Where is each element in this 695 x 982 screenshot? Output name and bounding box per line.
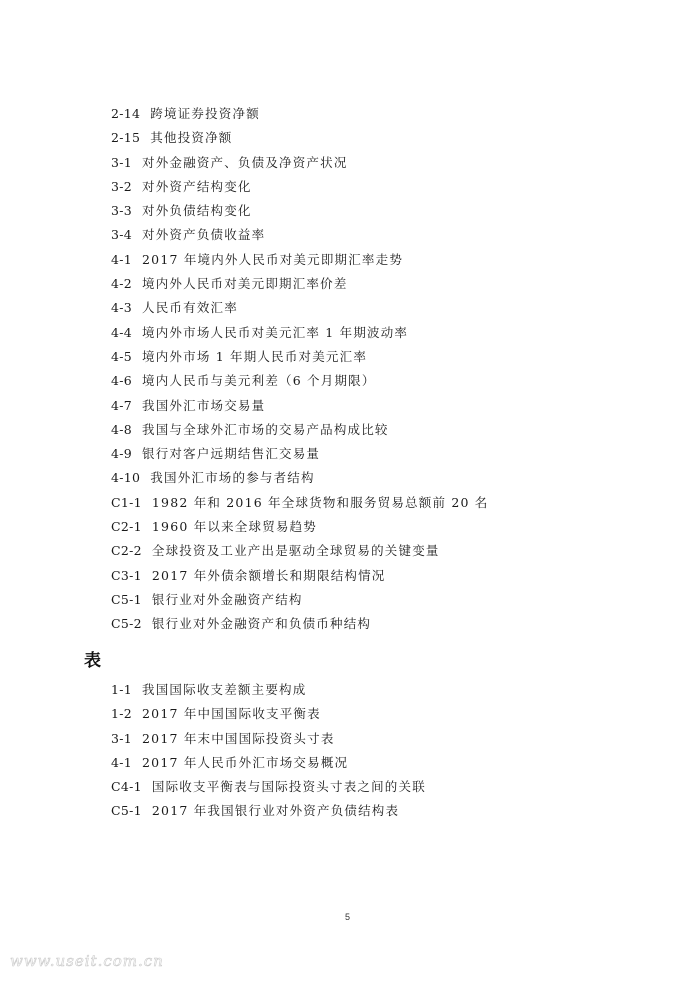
list-item bbox=[111, 539, 489, 563]
list-item bbox=[111, 102, 489, 126]
item-number: C3-1 bbox=[111, 567, 142, 583]
list-item bbox=[111, 175, 489, 199]
item-number: 3-1 bbox=[111, 154, 133, 170]
list-item bbox=[111, 442, 489, 466]
item-title: 2017 年外债余额增长和期限结构情况 bbox=[151, 567, 386, 583]
item-number: 3-2 bbox=[111, 178, 133, 194]
page-number: 5 bbox=[344, 912, 350, 922]
item-number: C1-1 bbox=[111, 494, 142, 510]
item-number: 1-1 bbox=[111, 682, 133, 697]
item-number: C5-1 bbox=[111, 803, 142, 819]
item-number: 4-9 bbox=[111, 446, 133, 462]
item-title: 我国国际收支差额主要构成 bbox=[142, 682, 307, 697]
item-number: 3-4 bbox=[111, 227, 133, 243]
item-title: 对外负债结构变化 bbox=[142, 203, 252, 219]
item-number: C2-2 bbox=[111, 543, 142, 559]
item-number: 4-4 bbox=[111, 324, 133, 340]
item-number: 4-3 bbox=[111, 300, 133, 316]
item-title: 境内外人民币对美元即期汇率价差 bbox=[142, 276, 348, 292]
item-title: 我国外汇市场交易量 bbox=[142, 397, 266, 413]
list-item bbox=[111, 151, 489, 175]
item-number: 4-1 bbox=[111, 251, 133, 267]
list-item bbox=[111, 799, 426, 823]
list-item bbox=[111, 394, 489, 418]
list-item bbox=[111, 515, 489, 539]
item-number: C2-1 bbox=[111, 519, 142, 535]
list-item bbox=[111, 588, 489, 612]
list-item bbox=[111, 126, 489, 150]
item-number: 1-2 bbox=[111, 706, 133, 722]
list-item bbox=[111, 223, 489, 247]
item-number: 3-1 bbox=[111, 730, 133, 746]
tables-section-heading: 表 bbox=[84, 651, 101, 671]
item-title: 2017 年我国银行业对外资产负债结构表 bbox=[151, 803, 400, 819]
table-list bbox=[111, 678, 426, 824]
list-item bbox=[111, 466, 489, 490]
item-title: 对外资产结构变化 bbox=[142, 178, 252, 194]
item-title: 1982 年和 2016 年全球货物和服务贸易总额前 20 名 bbox=[151, 494, 489, 510]
list-item bbox=[111, 321, 489, 345]
list-item bbox=[111, 612, 489, 636]
item-number: 4-5 bbox=[111, 348, 133, 364]
item-title: 对外金融资产、负债及净资产状况 bbox=[142, 154, 348, 170]
item-number: 4-1 bbox=[111, 754, 133, 770]
item-title: 银行业对外金融资产结构 bbox=[151, 591, 303, 607]
list-item bbox=[111, 727, 426, 751]
item-title: 我国外汇市场的参与者结构 bbox=[150, 470, 315, 486]
list-item bbox=[111, 751, 426, 775]
list-item bbox=[111, 272, 489, 296]
item-title: 全球投资及工业产出是驱动全球贸易的关键变量 bbox=[151, 543, 440, 559]
item-title: 我国与全球外汇市场的交易产品构成比较 bbox=[142, 421, 389, 437]
item-number: 2-14 bbox=[111, 106, 141, 121]
item-title: 2017 年末中国国际投资头寸表 bbox=[142, 730, 335, 746]
list-item bbox=[111, 248, 489, 272]
item-title: 跨境证券投资净额 bbox=[150, 106, 260, 121]
item-title: 2017 年人民币外汇市场交易概况 bbox=[142, 754, 349, 770]
item-title: 2017 年境内外人民币对美元即期汇率走势 bbox=[142, 251, 404, 267]
item-title: 对外资产负债收益率 bbox=[142, 227, 266, 243]
item-number: C4-1 bbox=[111, 779, 142, 795]
list-item bbox=[111, 418, 489, 442]
list-item bbox=[111, 775, 426, 799]
item-title: 2017 年中国国际收支平衡表 bbox=[142, 706, 321, 722]
watermark: www.useit.com.cn bbox=[10, 952, 164, 970]
item-number: 3-3 bbox=[111, 203, 133, 219]
item-number: 4-2 bbox=[111, 276, 133, 292]
item-number: C5-2 bbox=[111, 616, 142, 632]
list-item bbox=[111, 678, 426, 702]
list-item bbox=[111, 702, 426, 726]
item-number: 4-6 bbox=[111, 373, 133, 389]
list-item bbox=[111, 345, 489, 369]
item-title: 1960 年以来全球贸易趋势 bbox=[151, 519, 317, 535]
item-title: 银行业对外金融资产和负债币种结构 bbox=[151, 616, 372, 632]
list-item bbox=[111, 491, 489, 515]
list-item bbox=[111, 564, 489, 588]
item-number: C5-1 bbox=[111, 591, 142, 607]
item-number: 2-15 bbox=[111, 130, 141, 146]
figure-list bbox=[111, 102, 489, 637]
list-item bbox=[111, 369, 489, 393]
item-title: 人民币有效汇率 bbox=[142, 300, 238, 316]
item-title: 境内外市场 1 年期人民币对美元汇率 bbox=[142, 348, 368, 364]
item-number: 4-8 bbox=[111, 421, 133, 437]
item-title: 其他投资净额 bbox=[150, 130, 233, 146]
item-title: 银行对客户远期结售汇交易量 bbox=[142, 446, 321, 462]
item-number: 4-10 bbox=[111, 470, 141, 486]
list-item bbox=[111, 296, 489, 320]
item-title: 国际收支平衡表与国际投资头寸表之间的关联 bbox=[151, 779, 426, 795]
item-number: 4-7 bbox=[111, 397, 133, 413]
item-title: 境内人民币与美元利差（6 个月期限） bbox=[142, 373, 376, 389]
list-item bbox=[111, 199, 489, 223]
item-title: 境内外市场人民币对美元汇率 1 年期波动率 bbox=[142, 324, 409, 340]
